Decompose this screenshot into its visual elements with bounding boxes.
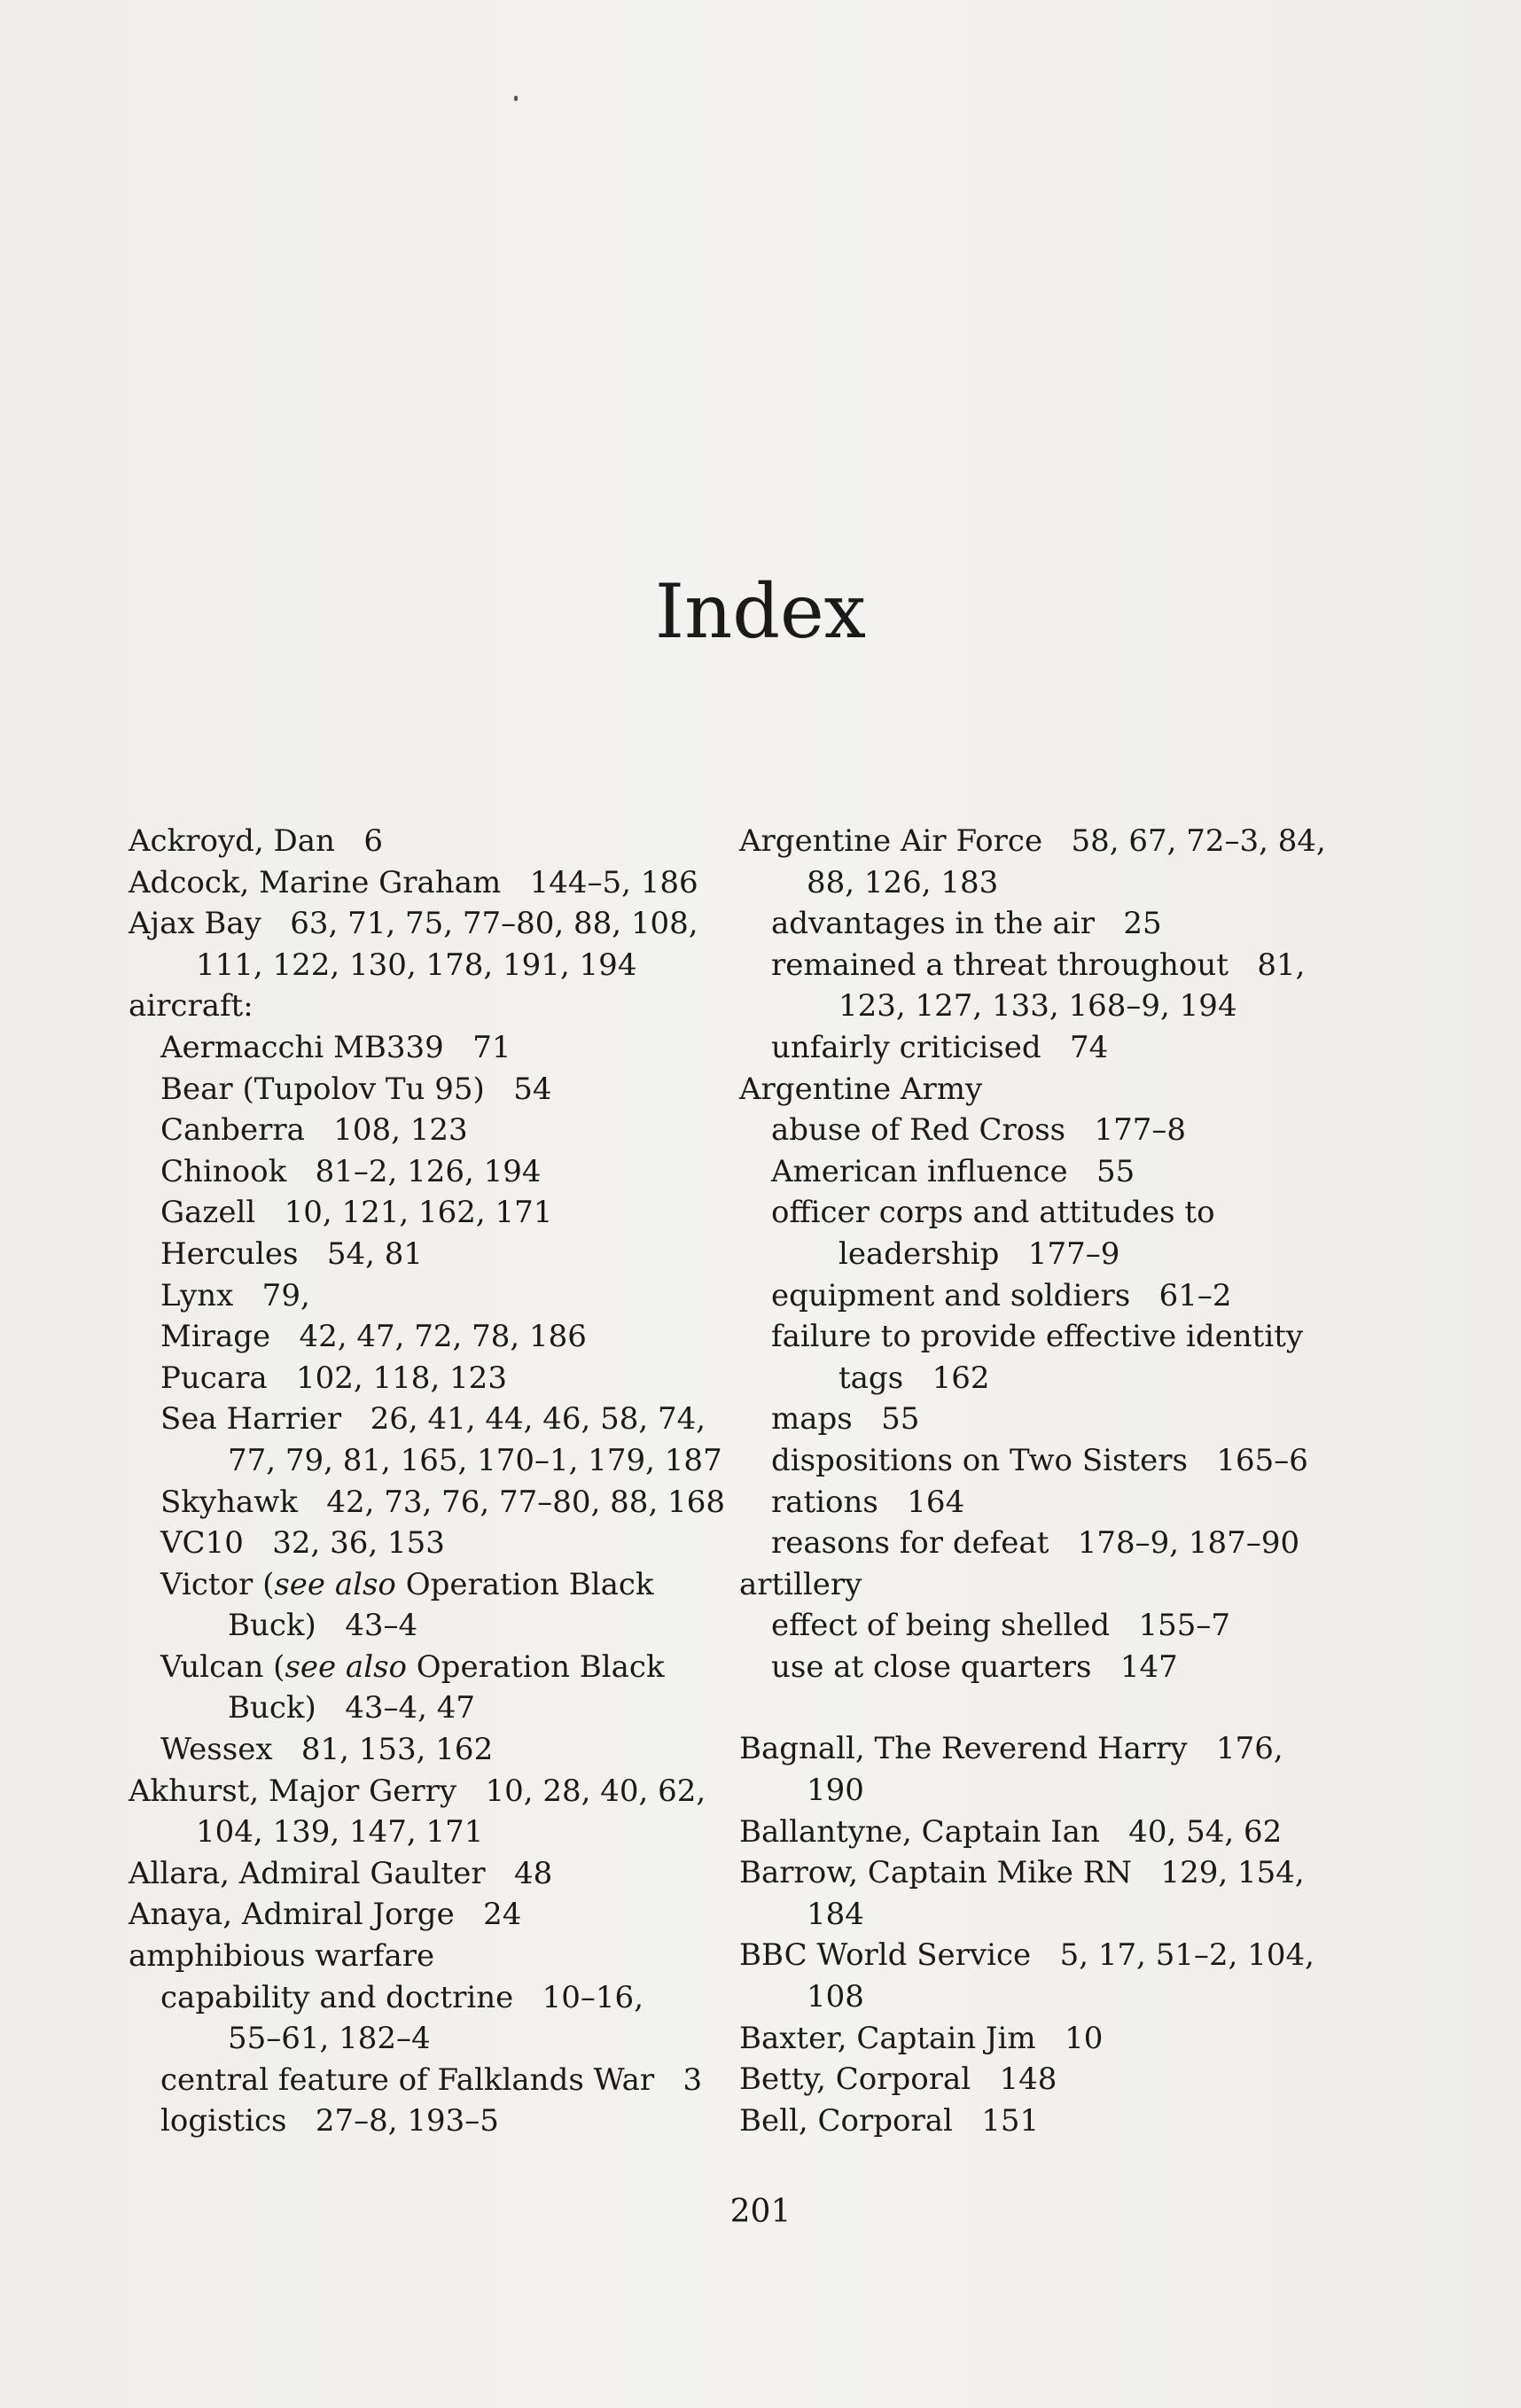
index-subentry — [739, 1275, 1306, 1317]
index-entry — [129, 862, 696, 904]
index-entry — [129, 1894, 696, 1936]
index-entry-line: Baxter, Captain Jim 10 — [739, 2020, 1104, 2056]
index-subentry — [129, 1482, 725, 1524]
index-subentry — [739, 1523, 1306, 1564]
index-entry-line: Anaya, Admiral Jorge 24 — [129, 1897, 522, 1933]
index-entry-line: rations 164 — [771, 1484, 965, 1520]
index-subentry — [129, 1192, 696, 1234]
index-entry-line: reasons for defeat 178–9, 187–90 — [771, 1525, 1300, 1562]
index-entry — [129, 1771, 706, 1853]
index-entry-line: Betty, Corporal 148 — [739, 2061, 1057, 2098]
index-entry-line: 77, 79, 81, 165, 170–1, 179, 187 — [228, 1442, 722, 1478]
index-entry-line: aircraft: — [129, 988, 254, 1025]
index-entry-line: Akhurst, Major Gerry 10, 28, 40, 62, — [129, 1773, 706, 1809]
index-entry — [739, 1935, 1314, 2017]
index-entry-line: abuse of Red Cross 177–8 — [771, 1112, 1187, 1149]
ink-speck — [514, 96, 518, 101]
index-entry-line: 190 — [807, 1773, 864, 1809]
index-column-left — [129, 821, 725, 2142]
index-entry-line: 184 — [807, 1896, 864, 1932]
index-entry — [739, 1852, 1306, 1935]
index-entry — [739, 1564, 1306, 1606]
index-subentry — [129, 1151, 696, 1193]
index-entry-line: Wessex 81, 153, 162 — [160, 1732, 494, 1768]
index-section-gap — [739, 1687, 1306, 1728]
index-entry-line: American influence 55 — [771, 1153, 1135, 1189]
index-entry-line: capability and doctrine 10–16, — [160, 1979, 644, 2015]
index-entry-line: Argentine Air Force 58, 67, 72–3, 84, — [739, 823, 1326, 859]
index-subentry — [739, 1440, 1306, 1482]
index-entry-line: leadership 177–9 — [838, 1235, 1120, 1272]
index-subentry — [739, 903, 1306, 945]
index-entry-line: 111, 122, 130, 178, 191, 194 — [196, 947, 637, 983]
index-entry-line: Argentine Army — [739, 1071, 983, 1107]
index-entry-line: Adcock, Marine Graham 144–5, 186 — [129, 864, 698, 900]
index-entry-line: Buck) 43–4 — [228, 1608, 418, 1644]
index-subentry — [129, 1275, 696, 1317]
index-entry-line: Buck) 43–4, 47 — [228, 1690, 475, 1726]
index-entry-line: artillery — [739, 1566, 862, 1602]
index-subentry — [739, 1316, 1306, 1399]
index-entry-line: dispositions on Two Sisters 165–6 — [771, 1442, 1308, 1478]
index-entry-line: Skyhawk 42, 73, 76, 77–80, 88, 168 — [160, 1484, 725, 1520]
index-subentry — [129, 1564, 696, 1647]
index-subentry — [129, 2100, 696, 2142]
index-subentry — [129, 1358, 696, 1399]
index-entry-line: amphibious warfare — [129, 1938, 435, 1975]
index-subentry — [739, 1605, 1306, 1647]
index-entry — [129, 903, 696, 986]
index-subentry — [739, 1110, 1306, 1151]
index-entry — [739, 1728, 1306, 1811]
index-entry — [739, 2018, 1306, 2060]
index-entry-line: Victor (see also Operation Black — [160, 1566, 654, 1602]
page-title: Index — [654, 568, 867, 655]
page-number: 201 — [729, 2194, 792, 2230]
index-entry-line: Ackroyd, Dan 6 — [129, 823, 383, 859]
index-entry-line: 104, 139, 147, 171 — [196, 1814, 484, 1851]
index-entry — [739, 1069, 1306, 1110]
index-entry-line: Gazell 10, 121, 162, 171 — [160, 1195, 553, 1231]
index-subentry — [739, 1647, 1306, 1688]
index-entry-line: Bear (Tupolov Tu 95) 54 — [160, 1071, 552, 1107]
index-entry — [739, 1812, 1306, 1853]
index-entry-line: Aermacchi MB339 71 — [160, 1029, 511, 1065]
index-entry-line: logistics 27–8, 193–5 — [160, 2103, 499, 2139]
index-subentry — [129, 1399, 722, 1481]
index-entry — [129, 1853, 696, 1895]
index-entry-line: 108 — [807, 1979, 864, 2015]
index-subentry — [129, 1316, 696, 1358]
index-subentry — [129, 1729, 696, 1771]
index-subentry — [739, 1399, 1306, 1440]
index-entry-line: unfairly criticised 74 — [771, 1029, 1109, 1065]
index-subentry — [129, 1069, 696, 1110]
index-entry-line: tags 162 — [838, 1360, 990, 1396]
index-column-right — [739, 821, 1326, 2141]
index-entry-line: 55–61, 182–4 — [228, 2021, 431, 2057]
index-subentry — [129, 1027, 696, 1069]
index-subentry — [739, 1151, 1306, 1193]
index-entry-line: Barrow, Captain Mike RN 129, 154, — [739, 1855, 1305, 1891]
index-entry-line: Sea Harrier 26, 41, 44, 46, 58, 74, — [160, 1401, 706, 1438]
index-entry-line: Canberra 108, 123 — [160, 1112, 468, 1149]
index-entry-line: Allara, Admiral Gaulter 48 — [129, 1855, 553, 1891]
index-entry — [129, 986, 696, 1027]
index-entry-line: Mirage 42, 47, 72, 78, 186 — [160, 1319, 587, 1355]
index-subentry — [739, 1027, 1306, 1069]
index-entry-line: Chinook 81–2, 126, 194 — [160, 1153, 542, 1189]
index-entry-line: use at close quarters 147 — [771, 1648, 1178, 1685]
index-entry-line: advantages in the air 25 — [771, 906, 1162, 942]
index-entry-line: equipment and soldiers 61–2 — [771, 1277, 1232, 1313]
index-entry-line: Hercules 54, 81 — [160, 1235, 423, 1272]
index-entry-line: Lynx 79, — [160, 1277, 310, 1313]
index-subentry — [129, 1977, 696, 2060]
index-entry — [739, 821, 1326, 903]
index-entry-line: BBC World Service 5, 17, 51–2, 104, — [739, 1937, 1314, 1974]
index-entry-line: Bell, Corporal 151 — [739, 2102, 1040, 2139]
index-entry-line: remained a threat throughout 81, — [771, 947, 1306, 983]
index-subentry — [129, 1234, 696, 1275]
index-entry-line: VC10 32, 36, 153 — [160, 1525, 445, 1562]
index-entry — [129, 1936, 696, 1977]
index-entry-line: Vulcan (see also Operation Black — [160, 1648, 665, 1685]
index-subentry — [739, 1482, 1306, 1524]
index-entry-line: failure to provide effective identity — [771, 1319, 1304, 1355]
index-entry-line: Pucara 102, 118, 123 — [160, 1360, 507, 1396]
index-entry-line: officer corps and attitudes to — [771, 1195, 1215, 1231]
index-subentry — [739, 1192, 1306, 1274]
index-entry — [129, 821, 696, 862]
index-entry-line: Ballantyne, Captain Ian 40, 54, 62 — [739, 1813, 1283, 1850]
index-entry-line: Bagnall, The Reverend Harry 176, — [739, 1731, 1283, 1767]
index-entry-line: Ajax Bay 63, 71, 75, 77–80, 88, 108, — [129, 906, 698, 942]
index-subentry — [739, 945, 1306, 1027]
index-entry-line: 123, 127, 133, 168–9, 194 — [838, 988, 1237, 1025]
index-entry-line: central feature of Falklands War 3 — [160, 2061, 703, 2098]
index-entry — [739, 2100, 1306, 2142]
index-subentry — [129, 2060, 703, 2101]
index-subentry — [129, 1110, 696, 1151]
index-entry-line: 88, 126, 183 — [807, 864, 999, 900]
index-entry — [739, 2059, 1306, 2100]
index-subentry — [129, 1647, 696, 1729]
index-entry-line: effect of being shelled 155–7 — [771, 1608, 1231, 1644]
index-subentry — [129, 1523, 696, 1564]
index-entry-line: maps 55 — [771, 1401, 920, 1438]
